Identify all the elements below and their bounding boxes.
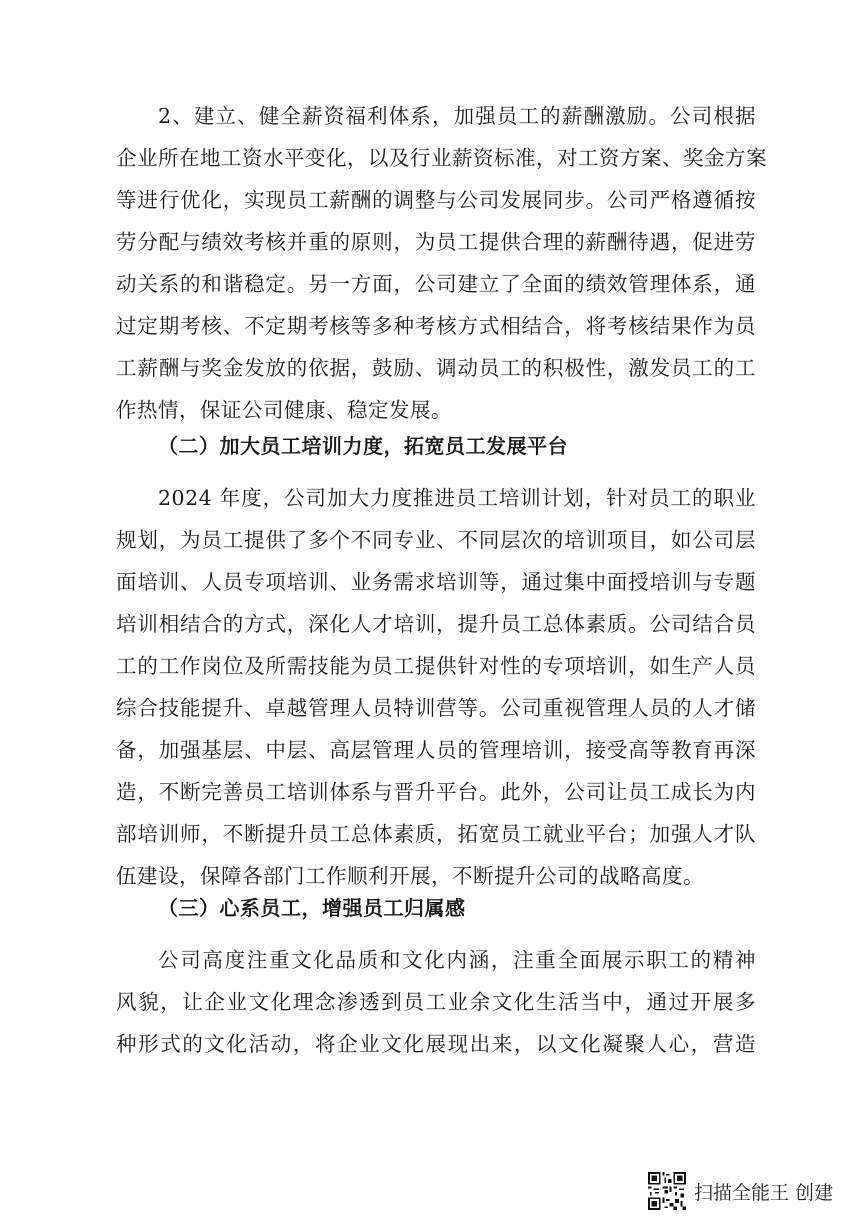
paragraph-line: 面培训、人员专项培训、业务需求培训等，通过集中面授培训与专题 — [116, 570, 756, 594]
paragraph-line: 公司高度注重文化品质和文化内涵，注重全面展示职工的精神 — [158, 948, 756, 972]
paragraph-line: 风貌，让企业文化理念渗透到员工业余文化生活当中，通过开展多 — [116, 990, 756, 1014]
paragraph-line: 种形式的文化活动，将企业文化展现出来，以文化凝聚人心，营造 — [116, 1032, 756, 1056]
section-heading-care: （三）心系员工，增强员工归属感 — [158, 896, 466, 920]
paragraph-line: 企业所在地工资水平变化，以及行业薪资标准，对工资方案、奖金方案 — [116, 146, 767, 170]
paragraph-line: 伍建设，保障各部门工作顺利开展，不断提升公司的战略高度。 — [116, 864, 704, 888]
scanner-watermark — [648, 1168, 833, 1214]
paragraph-line: 综合技能提升、卓越管理人员特训营等。公司重视管理人员的人才储 — [116, 696, 756, 720]
paragraph-line: 培训相结合的方式，深化人才培训，提升员工总体素质。公司结合员 — [116, 612, 756, 636]
paragraph-line: 造，不断完善员工培训体系与晋升平台。此外，公司让员工成长为内 — [116, 780, 756, 804]
paragraph-line: 劳分配与绩效考核并重的原则，为员工提供合理的薪酬待遇，促进劳 — [116, 230, 756, 254]
paragraph-line: 工薪酬与奖金发放的依据，鼓励、调动员工的积极性，激发员工的工 — [116, 356, 756, 380]
paragraph-line: 等进行优化，实现员工薪酬的调整与公司发展同步。公司严格遵循按 — [116, 188, 756, 212]
paragraph-line: 过定期考核、不定期考核等多种考核方式相结合，将考核结果作为员 — [116, 314, 756, 338]
paragraph-line: 规划，为员工提供了多个不同专业、不同层次的培训项目，如公司层 — [116, 528, 756, 552]
paragraph-line: 2、建立、健全薪资福利体系，加强员工的薪酬激励。公司根据 — [158, 104, 756, 128]
paragraph-line: 2024 年度，公司加大力度推进员工培训计划，针对员工的职业 — [158, 486, 756, 510]
paragraph-line: 工的工作岗位及所需技能为员工提供针对性的专项培训，如生产人员 — [116, 654, 756, 678]
paragraph-line: 部培训师，不断提升员工总体素质，拓宽员工就业平台；加强人才队 — [116, 822, 756, 846]
paragraph-line: 动关系的和谐稳定。另一方面，公司建立了全面的绩效管理体系，通 — [116, 272, 756, 296]
section-heading-training: （二）加大员工培训力度，拓宽员工发展平台 — [158, 434, 568, 458]
watermark-text: 扫描全能王 创建 — [694, 1181, 834, 1204]
paragraph-line: 备，加强基层、中层、高层管理人员的管理培训，接受高等教育再深 — [116, 738, 756, 762]
qr-code-icon — [648, 1172, 686, 1210]
paragraph-line: 作热情，保证公司健康、稳定发展。 — [116, 398, 452, 422]
